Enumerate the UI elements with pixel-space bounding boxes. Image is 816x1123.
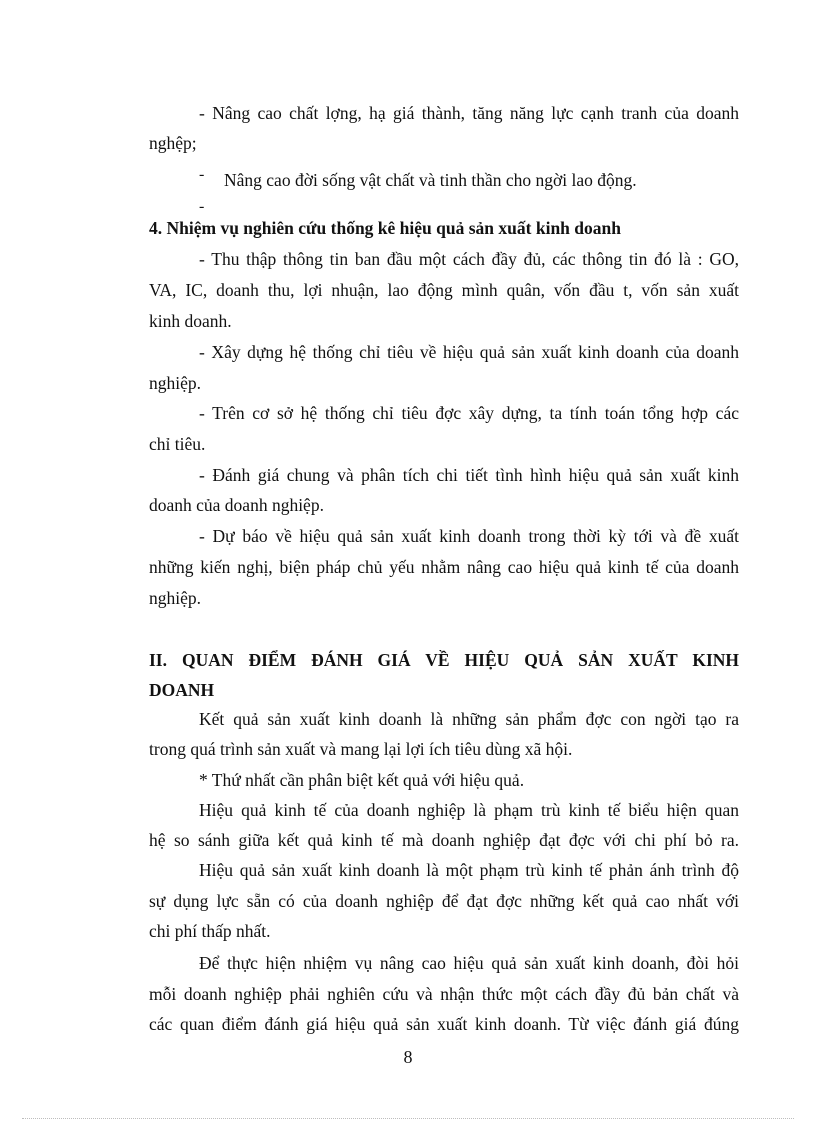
list-item-line: - Nâng cao chất lợng, hạ giá thành, tăng năng lực cạnh tranh của doanh xyxy=(199,103,739,123)
paragraph-line: Hiệu quả sản xuất kinh doanh là một phạm trù kinh tế phản ánh trình độ xyxy=(199,860,739,880)
paragraph-line: - Trên cơ sở hệ thống chỉ tiêu đợc xây dựng, ta tính toán tổng hợp các xyxy=(199,403,739,423)
paragraph-line: chỉ tiêu. xyxy=(149,434,206,454)
chapter-heading: DOANH xyxy=(149,680,215,700)
paragraph-line: trong quá trình sản xuất và mang lại lợi ích tiêu dùng xã hội. xyxy=(149,739,573,759)
list-bullet: - xyxy=(199,198,205,215)
list-item-line: Nâng cao đời sống vật chất và tinh thần cho ngời lao động. xyxy=(224,170,637,190)
paragraph-line: hệ so sánh giữa kết quả kinh tế mà doanh nghiệp đạt đợc với chi phí bỏ ra. xyxy=(149,830,739,850)
paragraph-line: * Thứ nhất cần phân biệt kết quả với hiệu quả. xyxy=(199,770,525,790)
list-bullet: - xyxy=(199,166,205,183)
paragraph-line: Hiệu quả kinh tế của doanh nghiệp là phạm trù kinh tế biểu hiện quan xyxy=(199,800,739,820)
paragraph-line: - Đánh giá chung và phân tích chi tiết tình hình hiệu quả sản xuất kinh xyxy=(199,465,739,485)
page-bottom-rule xyxy=(22,1118,794,1119)
chapter-heading: II. QUAN ĐIỂM ĐÁNH GIÁ VỀ HIỆU QUẢ SẢN XUẤT KINH xyxy=(149,650,739,670)
paragraph-line: Kết quả sản xuất kinh doanh là những sản phẩm đợc con ngời tạo ra xyxy=(199,709,739,729)
paragraph-line: kinh doanh. xyxy=(149,311,232,331)
paragraph-line: mỗi doanh nghiệp phải nghiên cứu và nhận thức một cách đầy đủ bản chất và xyxy=(149,984,739,1004)
paragraph-line: những kiến nghị, biện pháp chủ yếu nhằm nâng cao hiệu quả kinh tế của doanh xyxy=(149,557,739,577)
paragraph-line: nghiệp. xyxy=(149,373,202,393)
paragraph-line: Để thực hiện nhiệm vụ nâng cao hiệu quả sản xuất kinh doanh, đòi hỏi xyxy=(199,953,739,973)
paragraph-line: các quan điểm đánh giá hiệu quả sản xuất kinh doanh. Từ việc đánh giá đúng xyxy=(149,1014,739,1034)
paragraph-line: chi phí thấp nhất. xyxy=(149,921,271,941)
paragraph-line: - Thu thập thông tin ban đầu một cách đầy đủ, các thông tin đó là : GO, xyxy=(199,249,739,269)
paragraph-line: VA, IC, doanh thu, lợi nhuận, lao động mình quân, vốn đầu t, vốn sản xuất xyxy=(149,280,739,300)
paragraph-line: doanh của doanh nghiệp. xyxy=(149,495,324,515)
paragraph-line: sự dụng lực sẵn có của doanh nghiệp để đạt đợc những kết quả cao nhất với xyxy=(149,891,739,911)
list-item-line: nghệp; xyxy=(149,133,197,153)
paragraph-line: nghiệp. xyxy=(149,588,202,608)
page-number: 8 xyxy=(403,1047,413,1067)
paragraph-line: - Dự báo về hiệu quả sản xuất kinh doanh trong thời kỳ tới và đề xuất xyxy=(199,526,739,546)
section-heading: 4. Nhiệm vụ nghiên cứu thống kê hiệu quả sản xuất kinh doanh xyxy=(149,218,621,238)
paragraph-line: - Xây dựng hệ thống chỉ tiêu về hiệu quả sản xuất kinh doanh của doanh xyxy=(199,342,739,362)
